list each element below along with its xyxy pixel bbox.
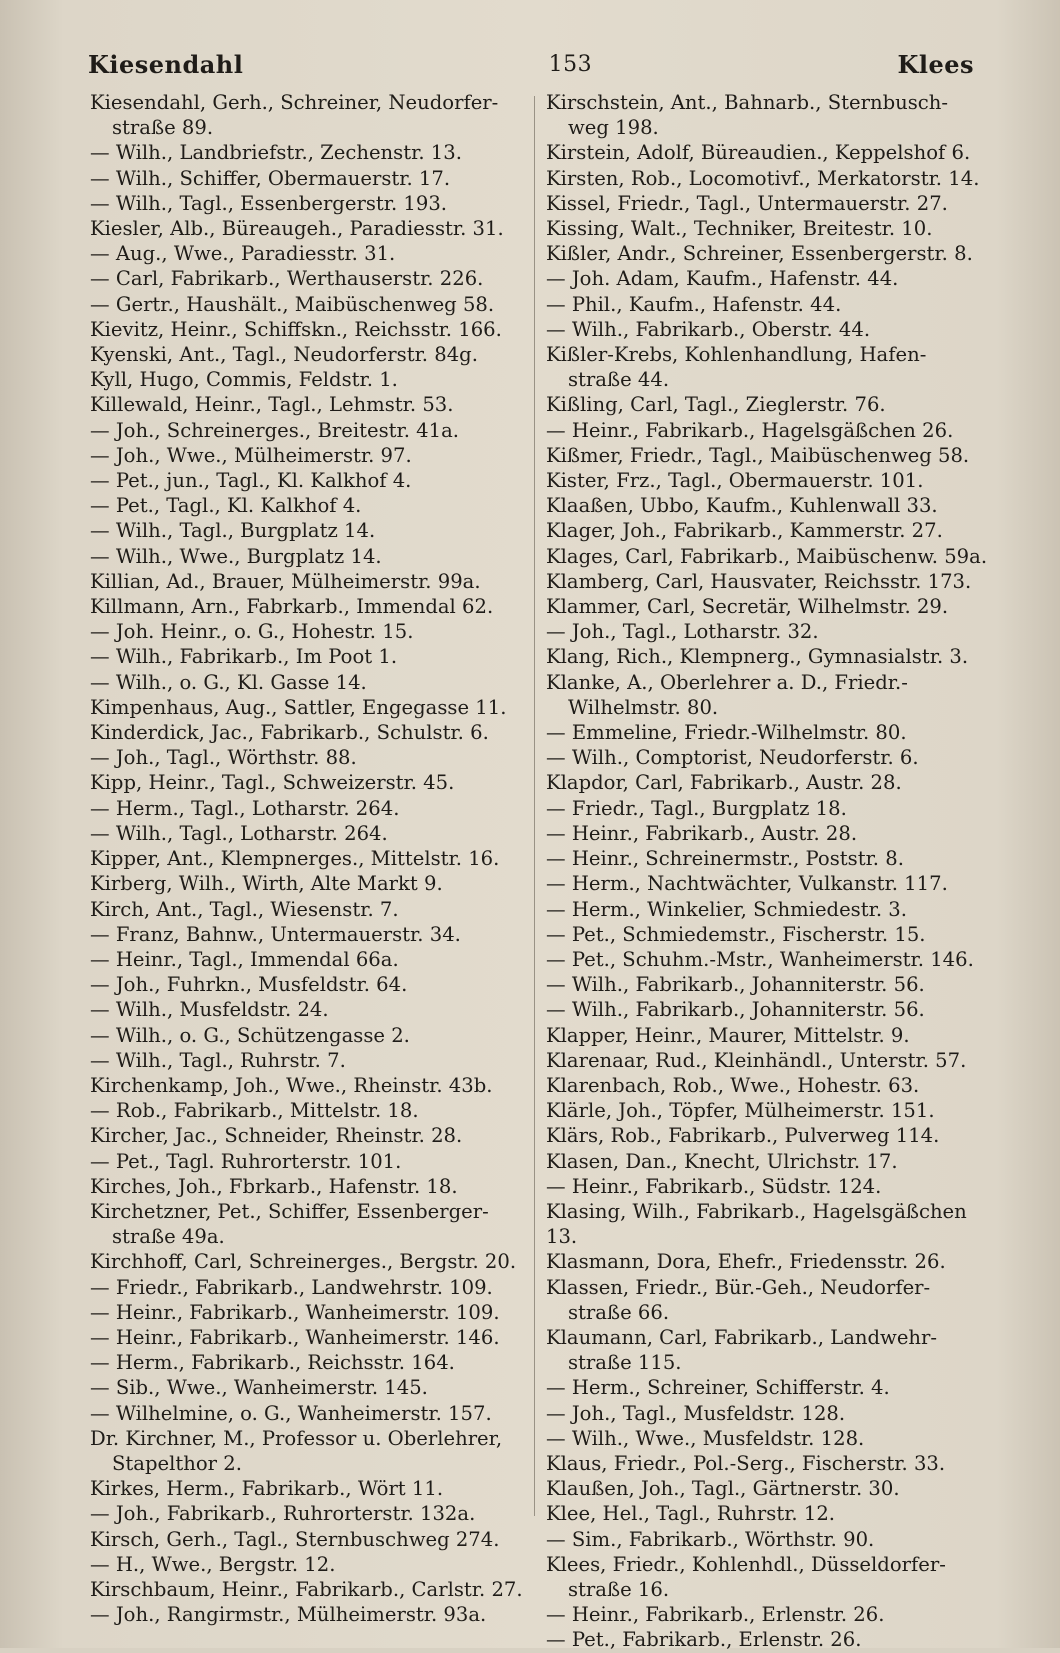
entry-line: — Wilh., Fabrikarb., Johanniterstr. 56. xyxy=(546,973,925,997)
directory-entry xyxy=(90,266,532,291)
entry-continuation: straße 66. xyxy=(568,1300,670,1324)
entry-line: Klapdor, Carl, Fabrikarb., Austr. 28. xyxy=(546,771,902,795)
entry-line: — Sib., Wwe., Wanheimerstr. 145. xyxy=(90,1376,428,1400)
entry-line: Klaußen, Joh., Tagl., Gärtnerstr. 30. xyxy=(546,1477,900,1501)
entry-line: Kissel, Friedr., Tagl., Untermauerstr. 27. xyxy=(546,191,948,215)
entry-line: — Wilh., Comptorist, Neudorferstr. 6. xyxy=(546,746,919,770)
directory-entry xyxy=(546,1023,988,1048)
entry-line: — Joh., Tagl., Lotharstr. 32. xyxy=(546,620,819,644)
entry-line: — Pet., Schmiedemstr., Fischerstr. 15. xyxy=(546,922,926,946)
entry-line: — Herm., Winkelier, Schmiedestr. 3. xyxy=(546,897,907,921)
directory-entry xyxy=(546,1627,988,1652)
directory-entry xyxy=(90,594,532,619)
entry-line: Klee, Hel., Tagl., Ruhrstr. 12. xyxy=(546,1502,836,1526)
entry-line: — Heinr., Fabrikarb., Erlenstr. 26. xyxy=(546,1603,885,1627)
directory-entry xyxy=(546,468,988,493)
header-left-word: Kiesendahl xyxy=(88,49,244,79)
directory-entry xyxy=(90,1300,532,1325)
directory-entry xyxy=(546,594,988,619)
directory-entry xyxy=(546,518,988,543)
directory-entry xyxy=(90,443,532,468)
directory-entry xyxy=(90,544,532,569)
directory-entry xyxy=(546,770,988,795)
entry-line: — Wilh., Fabrikarb., Johanniterstr. 56. xyxy=(546,998,925,1022)
directory-entry xyxy=(90,846,532,871)
entry-line: Klager, Joh., Fabrikarb., Kammerstr. 27. xyxy=(546,519,943,543)
entry-line: — Rob., Fabrikarb., Mittelstr. 18. xyxy=(90,1099,419,1123)
entry-line: — Wilh., Fabrikarb., Oberstr. 44. xyxy=(546,317,871,341)
entry-line: Kiesler, Alb., Büreaugeh., Paradiesstr. 31. xyxy=(90,217,504,241)
directory-entry xyxy=(546,90,988,140)
entry-line: Kyll, Hugo, Commis, Feldstr. 1. xyxy=(90,368,398,392)
entry-line: Kiesendahl, Gerh., Schreiner, Neudorfer- xyxy=(90,91,499,114)
directory-entry xyxy=(90,1073,532,1098)
entry-line: — Wilh., o. G., Schützengasse 2. xyxy=(90,1023,410,1047)
directory-entry xyxy=(546,644,988,669)
entry-line: Klaaßen, Ubbo, Kaufm., Kuhlenwall 33. xyxy=(546,494,938,518)
directory-entry xyxy=(546,1501,988,1526)
entry-line: Kirschstein, Ant., Bahnarb., Sternbusch- xyxy=(546,91,949,114)
directory-entry xyxy=(546,166,988,191)
entry-line: — Franz, Bahnw., Untermauerstr. 34. xyxy=(90,922,461,946)
directory-entry xyxy=(546,1476,988,1501)
directory-entry xyxy=(546,745,988,770)
directory-entry xyxy=(546,569,988,594)
entry-line: — Wilh., Musfeldstr. 24. xyxy=(90,998,329,1022)
entry-continuation: Stapelthor 2. xyxy=(112,1451,242,1475)
entry-continuation: straße 115. xyxy=(568,1351,682,1375)
directory-entry xyxy=(546,871,988,896)
directory-entry xyxy=(546,443,988,468)
entry-line: — Heinr., Tagl., Immendal 66a. xyxy=(90,947,399,971)
directory-entry xyxy=(90,1123,532,1148)
directory-entry xyxy=(90,1401,532,1426)
directory-entry xyxy=(546,191,988,216)
entry-line: Kister, Frz., Tagl., Obermauerstr. 101. xyxy=(546,469,924,493)
entry-line: — Wilh., o. G., Kl. Gasse 14. xyxy=(90,670,367,694)
entry-line: — Gertr., Haushält., Maibüschenweg 58. xyxy=(90,292,495,316)
directory-entry xyxy=(546,266,988,291)
entry-line: — Joh., Tagl., Musfeldstr. 128. xyxy=(546,1401,846,1425)
entry-line: Klarenbach, Rob., Wwe., Hohestr. 63. xyxy=(546,1073,920,1097)
directory-entry xyxy=(90,796,532,821)
entry-line: — Heinr., Fabrikarb., Wanheimerstr. 146. xyxy=(90,1325,500,1349)
directory-entry xyxy=(90,1375,532,1400)
entry-line: — Sim., Fabrikarb., Wörthstr. 90. xyxy=(546,1527,875,1551)
directory-entry xyxy=(546,972,988,997)
page-header xyxy=(88,44,974,84)
entry-line: Kißler-Krebs, Kohlenhandlung, Hafen- xyxy=(546,343,927,367)
directory-entry xyxy=(546,1199,988,1249)
directory-entry xyxy=(90,745,532,770)
entry-line: — Aug., Wwe., Paradiesstr. 31. xyxy=(90,242,396,266)
directory-entry xyxy=(90,1048,532,1073)
entry-line: Klassen, Friedr., Bür.-Geh., Neudorfer- xyxy=(546,1275,931,1299)
directory-entry xyxy=(90,1501,532,1526)
directory-entry xyxy=(90,695,532,720)
directory-entry xyxy=(90,1199,532,1249)
entry-line: — Joh. Adam, Kaufm., Hafenstr. 44. xyxy=(546,267,899,291)
directory-entry xyxy=(546,392,988,417)
entry-continuation: weg 198. xyxy=(568,116,659,140)
entry-line: — Wilh., Tagl., Lotharstr. 264. xyxy=(90,821,388,845)
entry-line: — Wilh., Wwe., Burgplatz 14. xyxy=(90,544,382,568)
directory-entry xyxy=(546,846,988,871)
entry-line: Kirberg, Wilh., Wirth, Alte Markt 9. xyxy=(90,872,443,896)
entry-line: Kißmer, Friedr., Tagl., Maibüschenweg 58. xyxy=(546,443,970,467)
directory-entry xyxy=(90,670,532,695)
directory-entry xyxy=(90,367,532,392)
directory-entry xyxy=(90,191,532,216)
directory-entry xyxy=(546,140,988,165)
directory-entry xyxy=(90,1249,532,1274)
directory-entry xyxy=(90,216,532,241)
directory-entry xyxy=(90,972,532,997)
entry-line: — Herm., Schreiner, Schifferstr. 4. xyxy=(546,1376,890,1400)
directory-entry xyxy=(90,317,532,342)
entry-continuation: straße 44. xyxy=(568,368,670,392)
entry-line: — Wilh., Tagl., Burgplatz 14. xyxy=(90,519,376,543)
entry-line: — Emmeline, Friedr.-Wilhelmstr. 80. xyxy=(546,721,907,745)
left-column xyxy=(90,90,532,1627)
directory-entry xyxy=(546,1149,988,1174)
directory-entry xyxy=(90,644,532,669)
directory-entry xyxy=(90,720,532,745)
entry-line: — Pet., Tagl., Kl. Kalkhof 4. xyxy=(90,494,362,518)
header-right-word: Klees xyxy=(897,49,974,79)
entry-line: Klaumann, Carl, Fabrikarb., Landwehr- xyxy=(546,1325,938,1349)
entry-line: Kircher, Jac., Schneider, Rheinstr. 28. xyxy=(90,1124,463,1148)
entry-line: — Joh., Wwe., Mülheimerstr. 97. xyxy=(90,443,412,467)
directory-entry xyxy=(546,1602,988,1627)
directory-entry xyxy=(546,493,988,518)
entry-line: — Carl, Fabrikarb., Werthauserstr. 226. xyxy=(90,267,484,291)
entry-line: Kievitz, Heinr., Schiffskn., Reichsstr. 166. xyxy=(90,317,502,341)
entry-line: — Pet., jun., Tagl., Kl. Kalkhof 4. xyxy=(90,469,412,493)
directory-entry xyxy=(546,1098,988,1123)
entry-line: — Heinr., Fabrikarb., Wanheimerstr. 109. xyxy=(90,1300,500,1324)
entry-line: — Wilh., Tagl., Essenbergerstr. 193. xyxy=(90,191,448,215)
directory-entry xyxy=(546,670,988,720)
directory-entry xyxy=(546,1401,988,1426)
entry-line: Kipper, Ant., Klempnerges., Mittelstr. 16. xyxy=(90,847,500,871)
directory-entry xyxy=(90,1577,532,1602)
directory-entry xyxy=(90,619,532,644)
entry-line: — Friedr., Tagl., Burgplatz 18. xyxy=(546,796,847,820)
directory-entry xyxy=(90,1174,532,1199)
directory-entry xyxy=(546,1552,988,1602)
entry-line: — Heinr., Schreinermstr., Poststr. 8. xyxy=(546,847,904,871)
directory-entry xyxy=(546,897,988,922)
entry-line: Klang, Rich., Klempnerg., Gymnasialstr. 3. xyxy=(546,645,969,669)
directory-entry xyxy=(546,1123,988,1148)
directory-entry xyxy=(90,1325,532,1350)
entry-line: Kirch, Ant., Tagl., Wiesenstr. 7. xyxy=(90,897,399,921)
directory-entry xyxy=(546,947,988,972)
entry-line: — Joh., Schreinerges., Breitestr. 41a. xyxy=(90,418,460,442)
entry-line: — Joh., Tagl., Wörthstr. 88. xyxy=(90,746,357,770)
entry-line: Kirchhoff, Carl, Schreinerges., Bergstr. 20. xyxy=(90,1250,517,1274)
directory-entry xyxy=(546,544,988,569)
directory-entry xyxy=(90,1426,532,1476)
entry-line: — Wilhelmine, o. G., Wanheimerstr. 157. xyxy=(90,1401,492,1425)
entry-line: Kirstein, Adolf, Büreaudien., Keppelshof 6. xyxy=(546,141,971,165)
directory-entry xyxy=(90,1275,532,1300)
directory-entry xyxy=(90,821,532,846)
directory-entry xyxy=(90,90,532,140)
directory-entry xyxy=(90,1552,532,1577)
directory-entry xyxy=(546,1426,988,1451)
directory-entry xyxy=(90,418,532,443)
entry-line: Kinderdick, Jac., Fabrikarb., Schulstr. 6. xyxy=(90,721,489,745)
entry-line: Killewald, Heinr., Tagl., Lehmstr. 53. xyxy=(90,393,454,417)
entry-line: — Heinr., Fabrikarb., Südstr. 124. xyxy=(546,1174,882,1198)
entry-continuation: straße 49a. xyxy=(112,1225,225,1249)
entry-line: Klees, Friedr., Kohlenhdl., Düsseldorfer- xyxy=(546,1552,946,1576)
entry-line: — Wilh., Schiffer, Obermauerstr. 17. xyxy=(90,166,451,190)
entry-line: Klasing, Wilh., Fabrikarb., Hagelsgäßchen 13. xyxy=(546,1199,967,1249)
directory-entry xyxy=(90,997,532,1022)
directory-entry xyxy=(90,1023,532,1048)
directory-entry xyxy=(90,922,532,947)
entry-line: — Wilh., Fabrikarb., Im Poot 1. xyxy=(90,645,398,669)
entry-line: Kirsch, Gerh., Tagl., Sternbuschweg 274. xyxy=(90,1527,500,1551)
entry-line: — Pet., Fabrikarb., Erlenstr. 26. xyxy=(546,1628,862,1652)
entry-line: — Joh. Heinr., o. G., Hohestr. 15. xyxy=(90,620,414,644)
entry-line: Klärs, Rob., Fabrikarb., Pulverweg 114. xyxy=(546,1124,940,1148)
directory-entry xyxy=(90,1098,532,1123)
entry-line: Kipp, Heinr., Tagl., Schweizerstr. 45. xyxy=(90,771,455,795)
entry-line: Kirkes, Herm., Fabrikarb., Wört 11. xyxy=(90,1477,444,1501)
entry-line: Klaus, Friedr., Pol.-Serg., Fischerstr. 33. xyxy=(546,1451,946,1475)
entry-line: Kissing, Walt., Techniker, Breitestr. 10. xyxy=(546,217,933,241)
directory-entry xyxy=(90,166,532,191)
entry-continuation: straße 89. xyxy=(112,116,214,140)
directory-entry xyxy=(546,821,988,846)
directory-entry xyxy=(90,241,532,266)
entry-line: Klasmann, Dora, Ehefr., Friedensstr. 26. xyxy=(546,1250,946,1274)
directory-entry xyxy=(546,1375,988,1400)
directory-entry xyxy=(90,1602,532,1627)
directory-entry xyxy=(546,1174,988,1199)
entry-continuation: straße 16. xyxy=(568,1577,670,1601)
directory-entry xyxy=(546,418,988,443)
entry-line: Klärle, Joh., Töpfer, Mülheimerstr. 151. xyxy=(546,1099,935,1123)
entry-line: Kirches, Joh., Fbrkarb., Hafenstr. 18. xyxy=(90,1174,458,1198)
entry-line: Kirchetzner, Pet., Schiffer, Essenberger- xyxy=(90,1199,489,1223)
entry-line: Kirchenkamp, Joh., Wwe., Rheinstr. 43b. xyxy=(90,1073,493,1097)
directory-entry xyxy=(546,796,988,821)
entry-line: Kyenski, Ant., Tagl., Neudorferstr. 84g. xyxy=(90,343,478,367)
directory-entry xyxy=(90,1527,532,1552)
directory-entry xyxy=(90,897,532,922)
entry-line: — Phil., Kaufm., Hafenstr. 44. xyxy=(546,292,842,316)
directory-entry xyxy=(546,342,988,392)
entry-line: Killmann, Arn., Fabrkarb., Immendal 62. xyxy=(90,595,494,619)
directory-entry xyxy=(90,871,532,896)
entry-line: Kirschbaum, Heinr., Fabrikarb., Carlstr. 27. xyxy=(90,1577,523,1601)
entry-line: — Heinr., Fabrikarb., Austr. 28. xyxy=(546,821,858,845)
entry-line: — Herm., Nachtwächter, Vulkanstr. 117. xyxy=(546,872,948,896)
directory-entry xyxy=(90,770,532,795)
page-number: 153 xyxy=(548,51,593,77)
entry-line: Klammer, Carl, Secretär, Wilhelmstr. 29. xyxy=(546,595,949,619)
entry-line: Klasen, Dan., Knecht, Ulrichstr. 17. xyxy=(546,1149,898,1173)
entry-line: Dr. Kirchner, M., Professor u. Oberlehrer, xyxy=(90,1426,503,1450)
directory-entry xyxy=(546,1451,988,1476)
entry-line: — H., Wwe., Bergstr. 12. xyxy=(90,1552,336,1576)
entry-line: Klages, Carl, Fabrikarb., Maibüschenw. 59a. xyxy=(546,544,988,568)
entry-line: — Heinr., Fabrikarb., Hagelsgäßchen 26. xyxy=(546,418,954,442)
entry-line: Klapper, Heinr., Maurer, Mittelstr. 9. xyxy=(546,1023,910,1047)
directory-entry xyxy=(90,1350,532,1375)
entry-line: — Joh., Rangirmstr., Mülheimerstr. 93a. xyxy=(90,1603,487,1627)
entry-line: — Herm., Tagl., Lotharstr. 264. xyxy=(90,796,400,820)
entry-line: Kimpenhaus, Aug., Sattler, Engegasse 11. xyxy=(90,695,507,719)
directory-entry xyxy=(546,720,988,745)
entry-line: — Pet., Schuhm.-Mstr., Wanheimerstr. 146. xyxy=(546,947,974,971)
column-divider xyxy=(534,96,535,1516)
directory-entry xyxy=(90,518,532,543)
entry-line: Kirsten, Rob., Locomotivf., Merkatorstr. 14. xyxy=(546,166,980,190)
directory-entry xyxy=(546,1527,988,1552)
entry-line: Kißling, Carl, Tagl., Zieglerstr. 76. xyxy=(546,393,886,417)
directory-entry xyxy=(90,493,532,518)
entry-line: — Friedr., Fabrikarb., Landwehrstr. 109. xyxy=(90,1275,493,1299)
entry-line: — Wilh., Wwe., Musfeldstr. 128. xyxy=(546,1426,865,1450)
entry-line: — Wilh., Landbriefstr., Zechenstr. 13. xyxy=(90,141,462,165)
directory-entry xyxy=(546,1048,988,1073)
directory-entry xyxy=(546,1325,988,1375)
directory-entry xyxy=(546,241,988,266)
entry-continuation: Wilhelmstr. 80. xyxy=(568,695,719,719)
directory-entry xyxy=(90,947,532,972)
directory-entry xyxy=(546,292,988,317)
directory-entry xyxy=(546,317,988,342)
entry-line: Kißler, Andr., Schreiner, Essenbergerstr. 8. xyxy=(546,242,973,266)
directory-entry xyxy=(90,1149,532,1174)
entry-line: — Joh., Fabrikarb., Ruhrorterstr. 132a. xyxy=(90,1502,476,1526)
directory-entry xyxy=(546,619,988,644)
directory-entry xyxy=(90,342,532,367)
directory-entry xyxy=(546,922,988,947)
directory-entry xyxy=(546,216,988,241)
directory-entry xyxy=(546,1073,988,1098)
entry-line: Klanke, A., Oberlehrer a. D., Friedr.- xyxy=(546,670,908,694)
entry-line: — Pet., Tagl. Ruhrorterstr. 101. xyxy=(90,1149,402,1173)
directory-entry xyxy=(90,392,532,417)
entry-line: — Wilh., Tagl., Ruhrstr. 7. xyxy=(90,1048,346,1072)
directory-entry xyxy=(90,569,532,594)
entry-line: Klamberg, Carl, Hausvater, Reichsstr. 173. xyxy=(546,569,972,593)
entry-line: — Herm., Fabrikarb., Reichsstr. 164. xyxy=(90,1351,455,1375)
entry-line: — Joh., Fuhrkn., Musfeldstr. 64. xyxy=(90,973,408,997)
directory-entry xyxy=(90,1476,532,1501)
directory-entry xyxy=(546,1275,988,1325)
directory-entry xyxy=(90,292,532,317)
directory-entry xyxy=(90,468,532,493)
directory-entry xyxy=(546,1249,988,1274)
entry-line: Killian, Ad., Brauer, Mülheimerstr. 99a. xyxy=(90,569,481,593)
directory-entry xyxy=(546,997,988,1022)
entry-line: Klarenaar, Rud., Kleinhändl., Unterstr. 57. xyxy=(546,1048,967,1072)
directory-entry xyxy=(90,140,532,165)
right-column xyxy=(546,90,988,1653)
